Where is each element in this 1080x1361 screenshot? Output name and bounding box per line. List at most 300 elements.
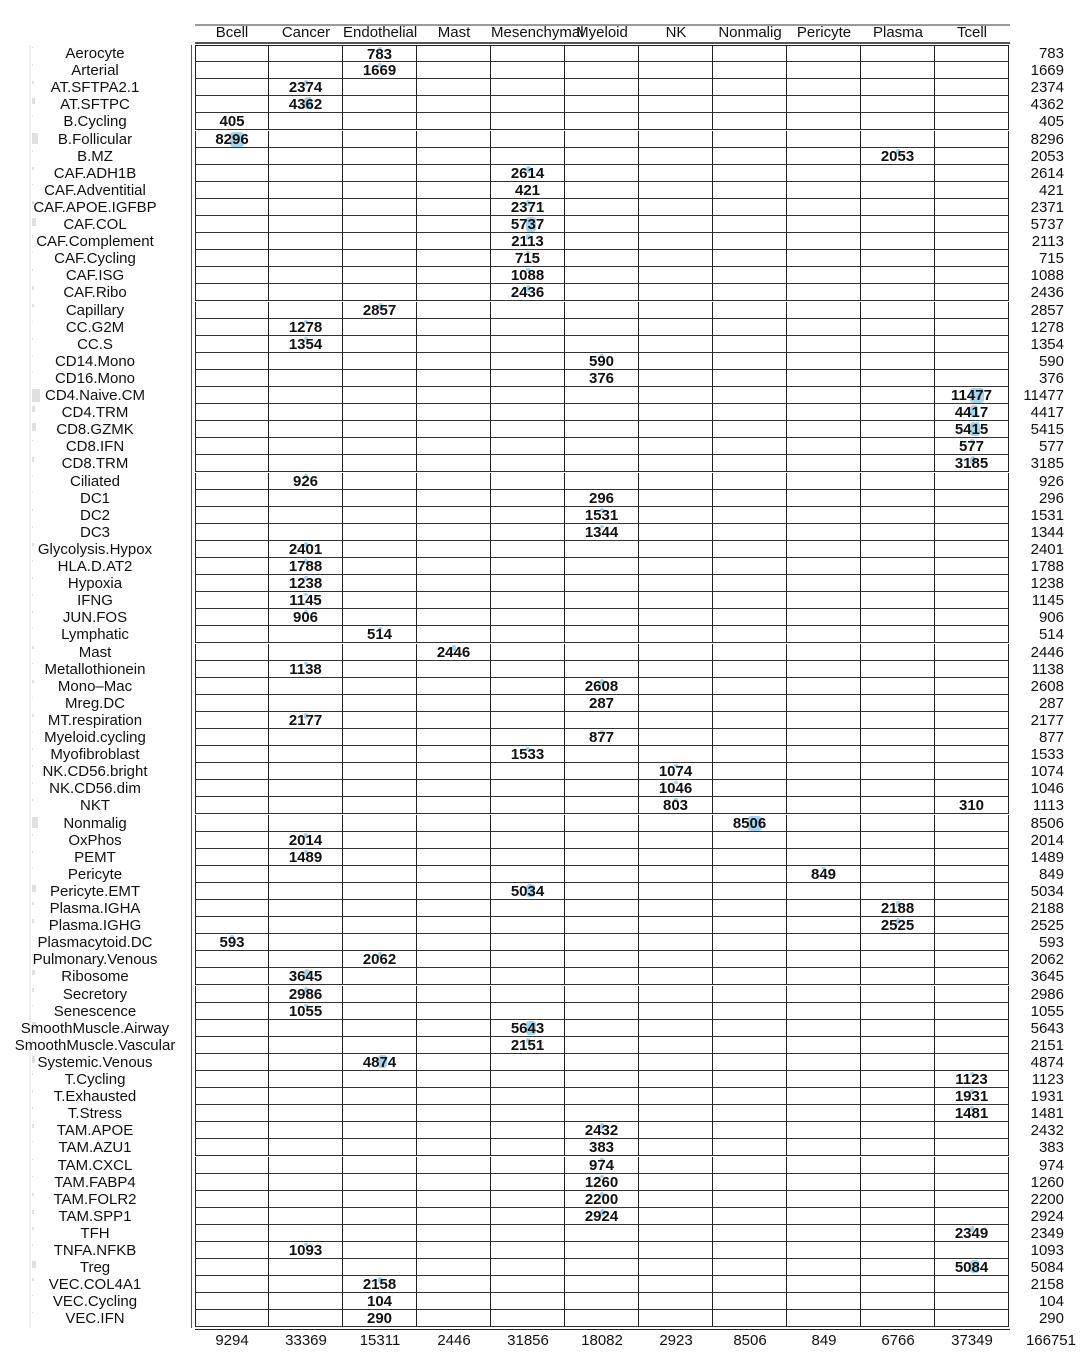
table-cell bbox=[343, 302, 417, 319]
table-cell bbox=[343, 934, 417, 951]
table-cell bbox=[417, 131, 491, 148]
table-cell bbox=[713, 1157, 787, 1174]
table-cell bbox=[343, 780, 417, 797]
column-total-pericyte: 849 bbox=[811, 1332, 837, 1349]
table-cell bbox=[565, 1157, 639, 1174]
row-total: 4417 bbox=[1030, 404, 1064, 422]
table-cell bbox=[565, 849, 639, 866]
cell-value: 2614 bbox=[510, 164, 545, 182]
row-total: 514 bbox=[1038, 626, 1064, 644]
table-cell bbox=[713, 421, 787, 438]
table-cell bbox=[269, 626, 343, 643]
table-cell bbox=[343, 1122, 417, 1139]
column-header-plasma: Plasma bbox=[872, 24, 924, 41]
table-cell bbox=[195, 661, 269, 678]
table-cell bbox=[195, 524, 269, 541]
table-cell bbox=[195, 1310, 269, 1327]
table-cell bbox=[713, 1020, 787, 1037]
table-cell bbox=[861, 165, 935, 182]
table-cell bbox=[565, 592, 639, 609]
table-cell bbox=[935, 1088, 1009, 1105]
cell-value: 1123 bbox=[955, 1071, 988, 1088]
table-cell bbox=[269, 148, 343, 165]
table-cell bbox=[417, 986, 491, 1003]
table-cell bbox=[417, 233, 491, 250]
table-cell bbox=[417, 1225, 491, 1242]
row-label: T.Stress bbox=[67, 1105, 123, 1123]
table-cell bbox=[565, 336, 639, 353]
table-cell bbox=[269, 45, 343, 62]
table-cell bbox=[269, 284, 343, 301]
cell-value: 2371 bbox=[510, 198, 545, 216]
table-cell bbox=[491, 541, 565, 558]
table-cell bbox=[195, 438, 269, 455]
table-cell bbox=[565, 1293, 639, 1310]
table-cell bbox=[343, 1139, 417, 1156]
table-cell bbox=[343, 62, 417, 79]
table-cell bbox=[861, 1276, 935, 1293]
table-cell bbox=[639, 1037, 713, 1054]
table-cell bbox=[935, 951, 1009, 968]
table-cell bbox=[417, 113, 491, 130]
table-cell bbox=[195, 866, 269, 883]
table-cell bbox=[491, 404, 565, 421]
row-total: 104 bbox=[1038, 1293, 1064, 1311]
table-cell bbox=[491, 763, 565, 780]
table-cell bbox=[195, 131, 269, 148]
table-cell bbox=[787, 815, 861, 832]
table-cell bbox=[343, 644, 417, 661]
cell-value: 1354 bbox=[288, 335, 323, 353]
table-cell bbox=[713, 592, 787, 609]
table-cell bbox=[713, 951, 787, 968]
row-label: TAM.APOE bbox=[56, 1122, 134, 1140]
table-cell bbox=[861, 250, 935, 267]
table-cell bbox=[269, 336, 343, 353]
table-cell bbox=[491, 1293, 565, 1310]
cell-value: 5034 bbox=[510, 882, 545, 900]
table-cell bbox=[935, 370, 1009, 387]
table-cell bbox=[787, 883, 861, 900]
table-cell bbox=[861, 729, 935, 746]
table-cell bbox=[787, 695, 861, 712]
table-cell bbox=[787, 96, 861, 113]
cell-value: 8506 bbox=[732, 814, 767, 832]
table-cell bbox=[269, 780, 343, 797]
grand-total: 166751 bbox=[1025, 1332, 1076, 1349]
row-total: 1260 bbox=[1030, 1173, 1064, 1191]
table-cell bbox=[935, 284, 1009, 301]
table-cell bbox=[195, 216, 269, 233]
row-total: 849 bbox=[1038, 865, 1064, 883]
row-label: CAF.COL bbox=[63, 216, 127, 233]
table-cell bbox=[343, 1276, 417, 1293]
table-cell bbox=[713, 1293, 787, 1310]
column-total-tcell: 37349 bbox=[951, 1332, 993, 1349]
row-label: VEC.COL4A1 bbox=[48, 1276, 142, 1294]
table-cell bbox=[417, 199, 491, 216]
row-label: Lymphatic bbox=[61, 626, 129, 644]
table-cell bbox=[639, 900, 713, 917]
row-total: 2432 bbox=[1030, 1122, 1064, 1140]
table-cell bbox=[343, 284, 417, 301]
table-cell bbox=[417, 438, 491, 455]
column-header-nk: NK bbox=[665, 24, 687, 41]
row-label: OxPhos bbox=[68, 831, 122, 849]
table-cell bbox=[861, 62, 935, 79]
table-cell bbox=[565, 558, 639, 575]
row-label: CD16.Mono bbox=[54, 369, 136, 387]
table-cell bbox=[861, 763, 935, 780]
table-cell bbox=[417, 45, 491, 62]
table-cell bbox=[195, 490, 269, 507]
table-cell bbox=[269, 575, 343, 592]
table-cell bbox=[713, 883, 787, 900]
row-total: 2608 bbox=[1030, 677, 1064, 695]
table-cell bbox=[343, 370, 417, 387]
row-total: 877 bbox=[1038, 729, 1064, 746]
table-cell bbox=[195, 421, 269, 438]
table-cell bbox=[269, 233, 343, 250]
table-cell bbox=[343, 678, 417, 695]
table-cell bbox=[269, 900, 343, 917]
table-cell bbox=[195, 1174, 269, 1191]
table-cell bbox=[195, 1157, 269, 1174]
row-total: 5737 bbox=[1030, 216, 1064, 233]
cell-value: 1138 bbox=[289, 660, 322, 678]
table-cell bbox=[861, 507, 935, 524]
table-cell bbox=[343, 609, 417, 626]
table-cell bbox=[195, 609, 269, 626]
table-cell bbox=[195, 267, 269, 284]
table-cell bbox=[343, 797, 417, 814]
table-cell bbox=[195, 678, 269, 695]
table-cell bbox=[195, 797, 269, 814]
table-cell bbox=[639, 712, 713, 729]
table-cell bbox=[417, 336, 491, 353]
table-cell bbox=[491, 626, 565, 643]
table-cell bbox=[343, 148, 417, 165]
table-cell bbox=[787, 473, 861, 490]
row-label: Capillary bbox=[65, 301, 125, 319]
table-cell bbox=[861, 695, 935, 712]
column-total-nk: 2923 bbox=[659, 1332, 693, 1349]
table-cell bbox=[935, 763, 1009, 780]
table-cell bbox=[269, 473, 343, 490]
table-cell bbox=[269, 113, 343, 130]
table-cell bbox=[713, 79, 787, 96]
table-cell bbox=[195, 1020, 269, 1037]
cell-value: 577 bbox=[958, 438, 985, 456]
table-cell bbox=[713, 1139, 787, 1156]
table-cell bbox=[343, 1003, 417, 1020]
table-cell bbox=[861, 661, 935, 678]
table-cell bbox=[269, 558, 343, 575]
table-cell bbox=[417, 250, 491, 267]
table-cell bbox=[639, 216, 713, 233]
table-cell bbox=[787, 592, 861, 609]
table-cell bbox=[935, 678, 1009, 695]
cell-value: 1344 bbox=[584, 523, 619, 541]
table-cell bbox=[565, 490, 639, 507]
cell-value: 376 bbox=[588, 369, 615, 387]
table-cell bbox=[935, 233, 1009, 250]
row-label: B.MZ bbox=[77, 147, 113, 165]
row-label: CD8.TRM bbox=[61, 455, 129, 473]
table-cell bbox=[565, 934, 639, 951]
row-total: 2924 bbox=[1030, 1207, 1064, 1225]
row-total: 405 bbox=[1038, 113, 1064, 131]
table-cell bbox=[343, 849, 417, 866]
table-cell bbox=[861, 1088, 935, 1105]
cell-value: 421 bbox=[514, 181, 541, 199]
table-cell bbox=[491, 1208, 565, 1225]
table-cell bbox=[935, 387, 1009, 404]
table-cell bbox=[417, 1259, 491, 1276]
table-cell bbox=[639, 148, 713, 165]
row-label: Ciliated bbox=[69, 472, 121, 490]
table-cell bbox=[417, 1293, 491, 1310]
table-cell bbox=[639, 490, 713, 507]
table-cell bbox=[639, 746, 713, 763]
table-cell bbox=[861, 1293, 935, 1310]
table-cell bbox=[713, 267, 787, 284]
row-label: Mast bbox=[78, 643, 112, 661]
cell-value: 514 bbox=[366, 626, 393, 644]
table-cell bbox=[713, 695, 787, 712]
table-cell bbox=[713, 986, 787, 1003]
table-cell bbox=[639, 250, 713, 267]
table-cell bbox=[565, 951, 639, 968]
table-cell bbox=[639, 319, 713, 336]
table-cell bbox=[269, 182, 343, 199]
table-cell bbox=[491, 849, 565, 866]
table-cell bbox=[269, 250, 343, 267]
table-cell bbox=[861, 302, 935, 319]
table-cell bbox=[343, 182, 417, 199]
table-cell bbox=[861, 1139, 935, 1156]
table-cell bbox=[343, 421, 417, 438]
table-cell bbox=[491, 951, 565, 968]
table-cell bbox=[713, 336, 787, 353]
table-cell bbox=[491, 746, 565, 763]
table-cell bbox=[935, 199, 1009, 216]
table-cell bbox=[565, 1071, 639, 1088]
table-cell bbox=[861, 1003, 935, 1020]
row-total: 2986 bbox=[1030, 985, 1064, 1003]
table-cell bbox=[935, 421, 1009, 438]
table-cell bbox=[269, 490, 343, 507]
table-cell bbox=[639, 131, 713, 148]
row-label: SmoothMuscle.Airway bbox=[20, 1019, 170, 1037]
table-cell bbox=[343, 832, 417, 849]
table-cell bbox=[417, 490, 491, 507]
table-cell bbox=[491, 968, 565, 985]
cell-value: 1145 bbox=[289, 592, 322, 610]
table-cell bbox=[491, 1088, 565, 1105]
table-cell bbox=[639, 507, 713, 524]
row-label: Plasma.IGHA bbox=[49, 900, 141, 917]
table-cell bbox=[861, 455, 935, 472]
table-cell bbox=[195, 1139, 269, 1156]
table-cell bbox=[195, 986, 269, 1003]
table-cell bbox=[269, 302, 343, 319]
table-cell bbox=[935, 490, 1009, 507]
table-cell bbox=[417, 1157, 491, 1174]
table-cell bbox=[417, 267, 491, 284]
table-cell bbox=[269, 1225, 343, 1242]
table-cell bbox=[195, 1071, 269, 1088]
table-cell bbox=[565, 96, 639, 113]
table-cell bbox=[713, 832, 787, 849]
table-cell bbox=[713, 1276, 787, 1293]
table-cell bbox=[269, 199, 343, 216]
cell-value: 1481 bbox=[954, 1105, 989, 1123]
table-cell bbox=[195, 284, 269, 301]
table-cell bbox=[787, 284, 861, 301]
table-cell bbox=[935, 1174, 1009, 1191]
row-label: MT.respiration bbox=[47, 711, 143, 729]
table-cell bbox=[417, 455, 491, 472]
row-label: JUN.FOS bbox=[62, 609, 128, 627]
table-cell bbox=[269, 951, 343, 968]
table-cell bbox=[195, 96, 269, 113]
table-cell bbox=[713, 96, 787, 113]
table-cell bbox=[195, 1037, 269, 1054]
table-cell bbox=[417, 1139, 491, 1156]
table-cell bbox=[417, 79, 491, 96]
row-label: Systemic.Venous bbox=[37, 1053, 153, 1071]
table-cell bbox=[935, 1276, 1009, 1293]
table-cell bbox=[491, 62, 565, 79]
table-cell bbox=[565, 1122, 639, 1139]
table-cell bbox=[787, 148, 861, 165]
row-total: 1238 bbox=[1030, 575, 1064, 593]
table-cell bbox=[639, 1259, 713, 1276]
table-cell bbox=[491, 1071, 565, 1088]
table-cell bbox=[343, 900, 417, 917]
table-cell bbox=[195, 1276, 269, 1293]
table-cell bbox=[417, 934, 491, 951]
table-cell bbox=[787, 746, 861, 763]
table-cell bbox=[639, 45, 713, 62]
table-cell bbox=[491, 353, 565, 370]
table-cell bbox=[491, 319, 565, 336]
table-cell bbox=[565, 1225, 639, 1242]
table-cell bbox=[787, 917, 861, 934]
table-cell bbox=[639, 96, 713, 113]
table-cell bbox=[861, 678, 935, 695]
row-label: Senescence bbox=[53, 1002, 137, 1020]
table-cell bbox=[491, 1105, 565, 1122]
table-cell bbox=[861, 216, 935, 233]
row-label: CD4.TRM bbox=[61, 404, 129, 422]
row-total: 2053 bbox=[1030, 147, 1064, 165]
table-cell bbox=[861, 900, 935, 917]
table-cell bbox=[861, 45, 935, 62]
table-cell bbox=[639, 661, 713, 678]
table-cell bbox=[491, 934, 565, 951]
table-cell bbox=[787, 797, 861, 814]
table-cell bbox=[565, 541, 639, 558]
table-cell bbox=[343, 661, 417, 678]
table-cell bbox=[343, 729, 417, 746]
column-total-myeloid: 18082 bbox=[581, 1332, 623, 1349]
table-cell bbox=[269, 968, 343, 985]
row-total: 1046 bbox=[1030, 780, 1064, 798]
table-cell bbox=[935, 849, 1009, 866]
cell-value: 877 bbox=[588, 729, 615, 746]
table-cell bbox=[787, 1157, 861, 1174]
table-cell bbox=[787, 131, 861, 148]
row-label: CAF.Cycling bbox=[54, 250, 136, 268]
table-cell bbox=[713, 1225, 787, 1242]
row-total: 1931 bbox=[1030, 1088, 1064, 1106]
table-cell bbox=[269, 746, 343, 763]
table-cell bbox=[713, 746, 787, 763]
table-cell bbox=[787, 507, 861, 524]
table-cell bbox=[713, 302, 787, 319]
table-cell bbox=[491, 421, 565, 438]
table-cell bbox=[565, 284, 639, 301]
cell-value: 783 bbox=[366, 46, 393, 63]
table-cell bbox=[417, 815, 491, 832]
row-total: 1074 bbox=[1030, 763, 1064, 781]
table-cell bbox=[417, 1122, 491, 1139]
table-cell bbox=[565, 1105, 639, 1122]
table-cell bbox=[861, 1225, 935, 1242]
table-cell bbox=[639, 199, 713, 216]
table-cell bbox=[565, 866, 639, 883]
table-cell bbox=[935, 1191, 1009, 1208]
cell-value: 11477 bbox=[951, 387, 992, 404]
column-total-plasma: 6766 bbox=[881, 1332, 915, 1349]
table-cell bbox=[269, 1122, 343, 1139]
table-cell bbox=[565, 986, 639, 1003]
table-cell bbox=[787, 79, 861, 96]
table-cell bbox=[787, 1225, 861, 1242]
table-cell bbox=[269, 1242, 343, 1259]
table-cell bbox=[195, 968, 269, 985]
row-total: 2525 bbox=[1030, 917, 1064, 935]
table-cell bbox=[491, 165, 565, 182]
table-cell bbox=[343, 267, 417, 284]
table-cell bbox=[195, 233, 269, 250]
table-cell bbox=[417, 558, 491, 575]
table-cell bbox=[713, 678, 787, 695]
table-cell bbox=[417, 62, 491, 79]
row-total: 1533 bbox=[1030, 746, 1064, 764]
table-cell bbox=[195, 387, 269, 404]
cell-value: 2158 bbox=[362, 1276, 397, 1294]
column-total-bcell: 9294 bbox=[215, 1332, 249, 1349]
table-cell bbox=[269, 1174, 343, 1191]
table-cell bbox=[935, 524, 1009, 541]
table-cell bbox=[713, 644, 787, 661]
table-cell bbox=[787, 1037, 861, 1054]
table-cell bbox=[417, 592, 491, 609]
row-label: TAM.AZU1 bbox=[58, 1139, 132, 1157]
row-label: TFH bbox=[80, 1224, 110, 1242]
table-cell bbox=[861, 182, 935, 199]
table-cell bbox=[861, 199, 935, 216]
table-cell bbox=[565, 815, 639, 832]
table-cell bbox=[713, 387, 787, 404]
table-cell bbox=[861, 1054, 935, 1071]
table-cell bbox=[787, 113, 861, 130]
table-cell bbox=[195, 1191, 269, 1208]
table-cell bbox=[713, 319, 787, 336]
